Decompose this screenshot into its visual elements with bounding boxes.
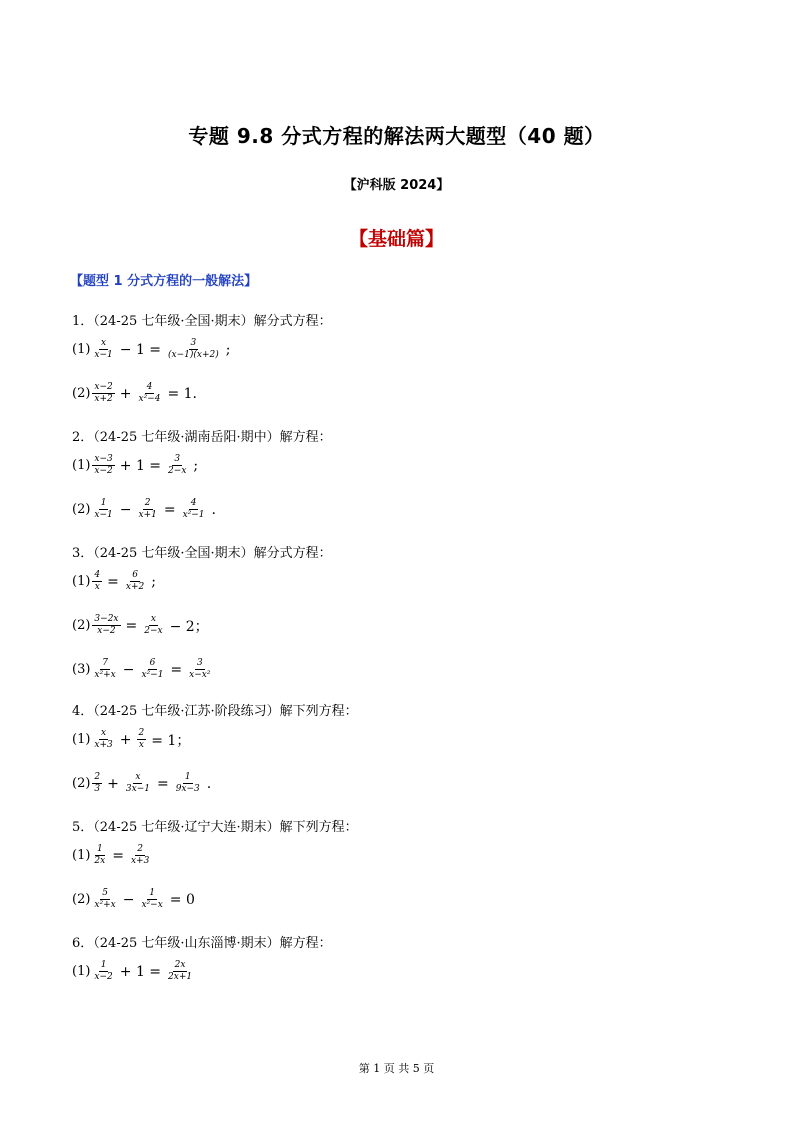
numerator: 1 bbox=[149, 888, 155, 898]
denominator: (x−1)(x+2) bbox=[168, 350, 219, 360]
numerator: 1 bbox=[100, 960, 107, 970]
operator: − bbox=[122, 661, 135, 678]
operator: = bbox=[163, 501, 176, 518]
page-footer: 第 1 页 共 5 页 bbox=[358, 1062, 435, 1075]
numerator: 1 bbox=[100, 498, 107, 508]
fraction bbox=[92, 658, 117, 681]
numerator: 5 bbox=[102, 888, 108, 898]
question-type-heading: 【题型 1 分式方程的一般解法】 bbox=[70, 274, 258, 289]
operator: . bbox=[206, 775, 212, 792]
fraction bbox=[174, 772, 202, 795]
numerator: x bbox=[135, 772, 141, 782]
fraction bbox=[92, 570, 102, 593]
denominator: x²+x bbox=[94, 900, 116, 910]
operator: = 0 bbox=[169, 891, 195, 908]
numerator: 1 bbox=[96, 844, 103, 854]
equation-4-2 bbox=[72, 772, 215, 795]
numerator: 3−2x bbox=[94, 614, 119, 624]
operator: ; bbox=[151, 573, 156, 590]
fraction bbox=[92, 888, 117, 911]
operator: − 1 = bbox=[119, 341, 162, 358]
denominator: x+3 bbox=[94, 740, 113, 750]
denominator: x²−1 bbox=[182, 510, 205, 520]
denominator: 2x+1 bbox=[168, 972, 193, 982]
denominator: x²−1 bbox=[141, 670, 164, 680]
fraction bbox=[92, 498, 114, 521]
operator: = bbox=[170, 661, 183, 678]
operator: = bbox=[125, 617, 138, 634]
numerator: x bbox=[150, 614, 156, 624]
operator: = bbox=[107, 573, 119, 590]
question-4-heading: 4．（24-25 七年级·江苏·阶段练习）解下列方程： bbox=[72, 704, 358, 719]
numerator: x bbox=[101, 338, 107, 348]
fraction bbox=[129, 844, 151, 867]
equation-number: (1) bbox=[72, 732, 91, 747]
fraction bbox=[139, 888, 164, 911]
fraction bbox=[92, 772, 102, 795]
numerator: x bbox=[101, 728, 107, 738]
operator: ; bbox=[225, 341, 231, 358]
numerator: x−2 bbox=[94, 382, 113, 392]
denominator: x²−4 bbox=[138, 394, 161, 404]
operator: + bbox=[119, 385, 132, 402]
equation-2-2 bbox=[72, 498, 220, 521]
fraction bbox=[92, 728, 114, 751]
equation-number: (2) bbox=[72, 618, 91, 633]
denominator: 2−x bbox=[168, 466, 187, 476]
numerator: 2 bbox=[137, 844, 143, 854]
question-2-heading: 2．（24-25 七年级·湖南岳阳·期中）解方程： bbox=[72, 430, 332, 445]
equation-3-2 bbox=[72, 614, 213, 637]
operator: = 1； bbox=[151, 732, 191, 749]
operator: + 1 = bbox=[119, 457, 162, 474]
equation-6-1 bbox=[72, 960, 195, 983]
denominator: x²+x bbox=[94, 670, 116, 680]
equation-3-1 bbox=[72, 570, 160, 593]
operator: = bbox=[112, 847, 124, 864]
denominator: x+3 bbox=[130, 856, 150, 866]
equation-number: (2) bbox=[72, 892, 91, 907]
fraction bbox=[139, 658, 165, 681]
fraction bbox=[92, 338, 114, 361]
fraction bbox=[166, 454, 188, 477]
equation-5-2 bbox=[72, 888, 199, 911]
denominator: x+2 bbox=[125, 582, 145, 592]
section-heading: 【基础篇】 bbox=[348, 228, 444, 250]
question-3-heading: 3．（24-25 七年级·全国·期末）解分式方程： bbox=[72, 546, 332, 561]
equation-1-2 bbox=[72, 382, 201, 405]
question-1-heading: 1．（24-25 七年级·全国·期末）解分式方程： bbox=[72, 314, 332, 329]
equation-3-3 bbox=[72, 658, 213, 681]
equation-1-1 bbox=[72, 338, 235, 361]
denominator: x−x² bbox=[189, 670, 211, 680]
numerator: x−3 bbox=[94, 454, 113, 464]
equation-number: (1) bbox=[72, 964, 91, 979]
fraction bbox=[137, 498, 159, 521]
denominator: x+2 bbox=[94, 394, 113, 404]
numerator: 3 bbox=[196, 658, 203, 668]
operator: . bbox=[211, 501, 216, 518]
numerator: 3 bbox=[190, 338, 197, 348]
fraction bbox=[92, 382, 114, 405]
fraction bbox=[166, 960, 194, 983]
operator: + 1 = bbox=[119, 963, 162, 980]
numerator: 2 bbox=[144, 498, 151, 508]
operator: + bbox=[119, 731, 132, 748]
fraction bbox=[142, 614, 164, 637]
operator: = 1. bbox=[167, 385, 197, 402]
denominator: x²−x bbox=[141, 900, 163, 910]
denominator: x+1 bbox=[138, 510, 157, 520]
fraction bbox=[124, 772, 152, 795]
operator: − bbox=[122, 891, 135, 908]
numerator: 2 bbox=[94, 772, 101, 782]
equation-4-1 bbox=[72, 728, 194, 751]
equation-number: (1) bbox=[72, 848, 91, 863]
equation-number: (2) bbox=[72, 386, 91, 401]
numerator: 4 bbox=[94, 570, 101, 580]
denominator: x−1 bbox=[94, 510, 113, 520]
numerator: 6 bbox=[132, 570, 138, 580]
equation-number: (1) bbox=[72, 574, 91, 589]
operator: + bbox=[107, 775, 119, 792]
equation-number: (2) bbox=[72, 502, 91, 517]
equation-5-1 bbox=[72, 844, 152, 867]
numerator: 2 bbox=[138, 728, 145, 738]
fraction bbox=[181, 498, 207, 521]
fraction bbox=[92, 844, 107, 867]
operator: − bbox=[119, 501, 132, 518]
document-title: 专题 9.8 分式方程的解法两大题型（40 题） bbox=[188, 124, 605, 148]
denominator: 2−x bbox=[144, 626, 163, 636]
denominator: x−2 bbox=[94, 466, 113, 476]
denominator: 3 bbox=[94, 784, 101, 794]
operator: ; bbox=[193, 457, 199, 474]
fraction bbox=[92, 614, 120, 637]
numerator: 7 bbox=[102, 658, 108, 668]
fraction bbox=[137, 382, 163, 405]
fraction bbox=[92, 454, 114, 477]
fraction bbox=[166, 338, 221, 361]
question-5-heading: 5．（24-25 七年级·辽宁大连·期末）解下列方程： bbox=[72, 820, 358, 835]
denominator: 3x−1 bbox=[125, 784, 150, 794]
denominator: 9x−3 bbox=[175, 784, 200, 794]
equation-number: (1) bbox=[72, 342, 91, 357]
numerator: 3 bbox=[174, 454, 181, 464]
equation-number: (3) bbox=[72, 662, 91, 677]
numerator: 1 bbox=[184, 772, 191, 782]
denominator: 2x bbox=[94, 856, 106, 866]
edition-label: 【沪科版 2024】 bbox=[343, 178, 450, 193]
numerator: 4 bbox=[190, 498, 197, 508]
denominator: x bbox=[138, 740, 144, 750]
equation-number: (2) bbox=[72, 776, 91, 791]
numerator: 2x bbox=[174, 960, 186, 970]
operator: − 2； bbox=[169, 618, 209, 635]
denominator: x bbox=[94, 582, 100, 592]
fraction bbox=[187, 658, 212, 681]
denominator: x−1 bbox=[94, 350, 113, 360]
operator: = bbox=[156, 775, 169, 792]
numerator: 4 bbox=[146, 382, 153, 392]
fraction bbox=[137, 728, 147, 751]
equation-number: (1) bbox=[72, 458, 91, 473]
denominator: x−2 bbox=[97, 626, 116, 636]
question-6-heading: 6．（24-25 七年级·山东淄博·期末）解方程： bbox=[72, 936, 332, 951]
denominator: x−2 bbox=[94, 972, 113, 982]
numerator: 6 bbox=[149, 658, 156, 668]
equation-2-1 bbox=[72, 454, 202, 477]
fraction bbox=[124, 570, 146, 593]
fraction bbox=[92, 960, 114, 983]
